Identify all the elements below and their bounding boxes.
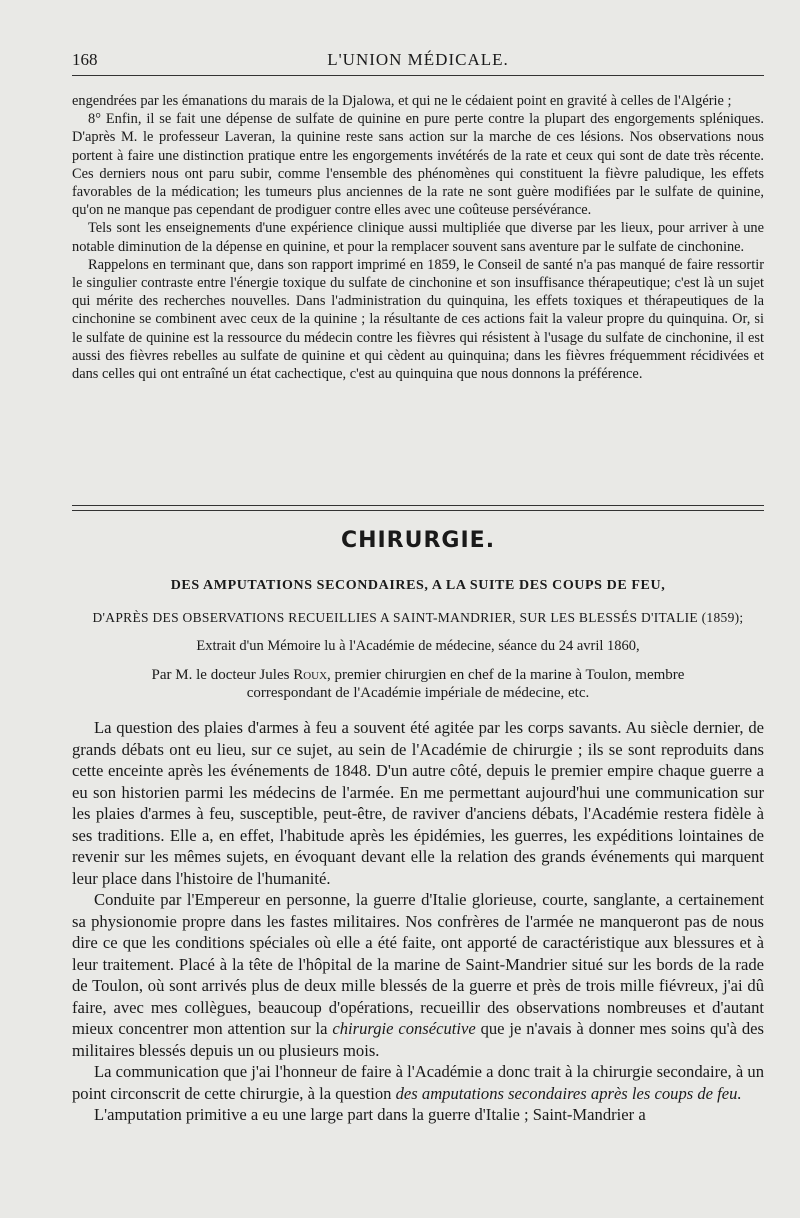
body-paragraph-1: La question des plaies d'armes à feu a souvent été agitée par les corps savants. Au siècle dernier, de grands débats ont eu lieu, sur ce sujet, au sein de l'Académie de chirurgie ; ils se sont reproduits dans cette enceinte après les événements de 1848. D'un autre côté, depuis le premier empire chaque guerre a eu son historien parmi les médecins de l'armée. En me permettant aujourd'hui une communication sur les plaies d'armes à feu, susceptible, peut-être, de raviver d'anciens débats, l'Académie restera fidèle à ses traditions. Elle a, en effet, l'habitude après les épidémies, les guerres, les expéditions lointaines de revenir sur les mêmes sujets, en évoquant devant elle la relation des grands événements qui marquent leur place dans l'histoire de l'humanité. — [72, 718, 764, 888]
body-paragraph-4: L'amputation primitive a eu une large part dans la guerre d'Italie ; Saint-Mandrier a — [94, 1105, 646, 1124]
section-rule-thick — [72, 505, 764, 506]
continuation-paragraph-2: 8° Enfin, il se fait une dépense de sulfate de quinine en pure perte contre la plupart des engorgements spléniques. D'après M. le professeur Laveran, la quinine reste sans action sur la marche de ces lésions. Nos observations nous portent à faire une distinction pratique entre les engorgements invétérés de la rate et ceux qui sont de date très récente. Ces derniers nous ont paru subir, comme l'ensemble des phénomènes qui constituent la fièvre paludique, les effets favorables de la médication; les tumeurs plus anciennes de la rate ne sont guère modifiées par le sulfate de quinine, qu'on ne manque pas cependant de prodiguer contre elles avec une coûteuse persévérance. — [72, 111, 764, 219]
page-number: 168 — [72, 50, 98, 69]
section-rule-thin — [72, 510, 764, 511]
author-prefix: Par M. le docteur Jules — [151, 667, 290, 683]
author-role-line-2: correspondant de l'Académie impériale de médecine, etc. — [246, 685, 590, 701]
body-paragraph-3-start: La communication que j'ai l'honneur de faire à l'Académie a donc trait à la chirurgie secondaire, à un point circonscrit de cette chirurgie, à la question — [72, 1062, 764, 1103]
article-body — [72, 717, 764, 1126]
article-title: DES AMPUTATIONS SECONDAIRES, A LA SUITE DES COUPS DE FEU, — [170, 578, 666, 593]
section-title: CHIRURGIE. — [340, 528, 496, 553]
running-head — [72, 48, 764, 74]
body-paragraph-2-start: Conduite par l'Empereur en personne, la guerre d'Italie glorieuse, courte, sanglante, a certainement sa physionomie propre dans les fastes militaires. Nos confrères de l'armée ne manqueront pas de nous dire ce que les conditions spéciales où elle a été faite, ont apporté de caractéristique aux blessures et à leur traitement. Placé à la tête de l'hôpital de la marine de Saint-Mandrier situé sur les bords de la rade de Toulon, où sont arrivés plus de deux mille blessés de la guerre et près de trois mille fiévreux, j'ai dû faire, avec mes collègues, beaucoup d'opérations, recueillir des observations nombreuses et d'autant mieux concentrer mon attention sur la — [72, 890, 764, 1038]
author-surname: Roux — [293, 667, 328, 683]
author-role-line-1: , premier chirurgien en chef de la marine à Toulon, membre — [327, 667, 685, 683]
header-rule — [72, 75, 764, 76]
continuation-text — [72, 92, 764, 383]
body-paragraph-2-italic: chirurgie consécutive — [332, 1019, 476, 1038]
body-paragraph-3 — [72, 1061, 764, 1104]
continuation-paragraph-3: Tels sont les enseignements d'une expérience clinique aussi multipliée que diverse par les lieux, pour arriver à une notable diminution de la dépense en quinine, et pour la remplacer souvent sans aventure par le sulfate de cinchonine. — [72, 220, 764, 255]
body-paragraph-3-italic: des amputations secondaires après les coups de feu. — [395, 1083, 742, 1103]
continuation-paragraph-1: engendrées par les émanations du marais de la Djalowa, et qui ne le cédaient point en gravité à celles de l'Algérie ; — [72, 93, 732, 109]
continuation-paragraph-4: Rappelons en terminant que, dans son rapport imprimé en 1859, le Conseil de santé n'a pas manqué de faire ressortir le singulier contraste entre l'énergie toxique du sulfate de cinchonine et son insuffisance thérapeutique; c'est là un sujet qui mérite des recherches nouvelles. Dans l'administration du quinquina, les effets toxiques et thérapeutiques de la cinchonine se combinent avec ceux de la quinine ; la résultante de ces actions fait la valeur propre du quinquina. Or, si le sulfate de quinine est la ressource du médecin contre les fièvres qui résistent à l'usage du sulfate de cinchonine, il est aussi des fièvres rebelles au sulfate de quinine et qui cèdent au quinquina; dans les fièvres fréquemment récidivées et dans celles qui ont entraîné un état cachectique, c'est au quinquina que nous donnons la préférence. — [72, 256, 764, 383]
article-extract-note: Extrait d'un Mémoire lu à l'Académie de médecine, séance du 24 avril 1860, — [196, 638, 640, 654]
body-paragraph-2-end: que je n'avais à donner mes soins qu'à des militaires blessés depuis un ou plusieurs mois. — [72, 1019, 765, 1060]
body-paragraph-2 — [72, 889, 764, 1061]
article-subtitle: D'APRÈS DES OBSERVATIONS RECUEILLIES A SAINT-MANDRIER, SUR LES BLESSÉS D'ITALIE (1859); — [92, 610, 744, 625]
journal-title: L'UNION MÉDICALE. — [327, 50, 509, 69]
article-author — [72, 666, 764, 702]
